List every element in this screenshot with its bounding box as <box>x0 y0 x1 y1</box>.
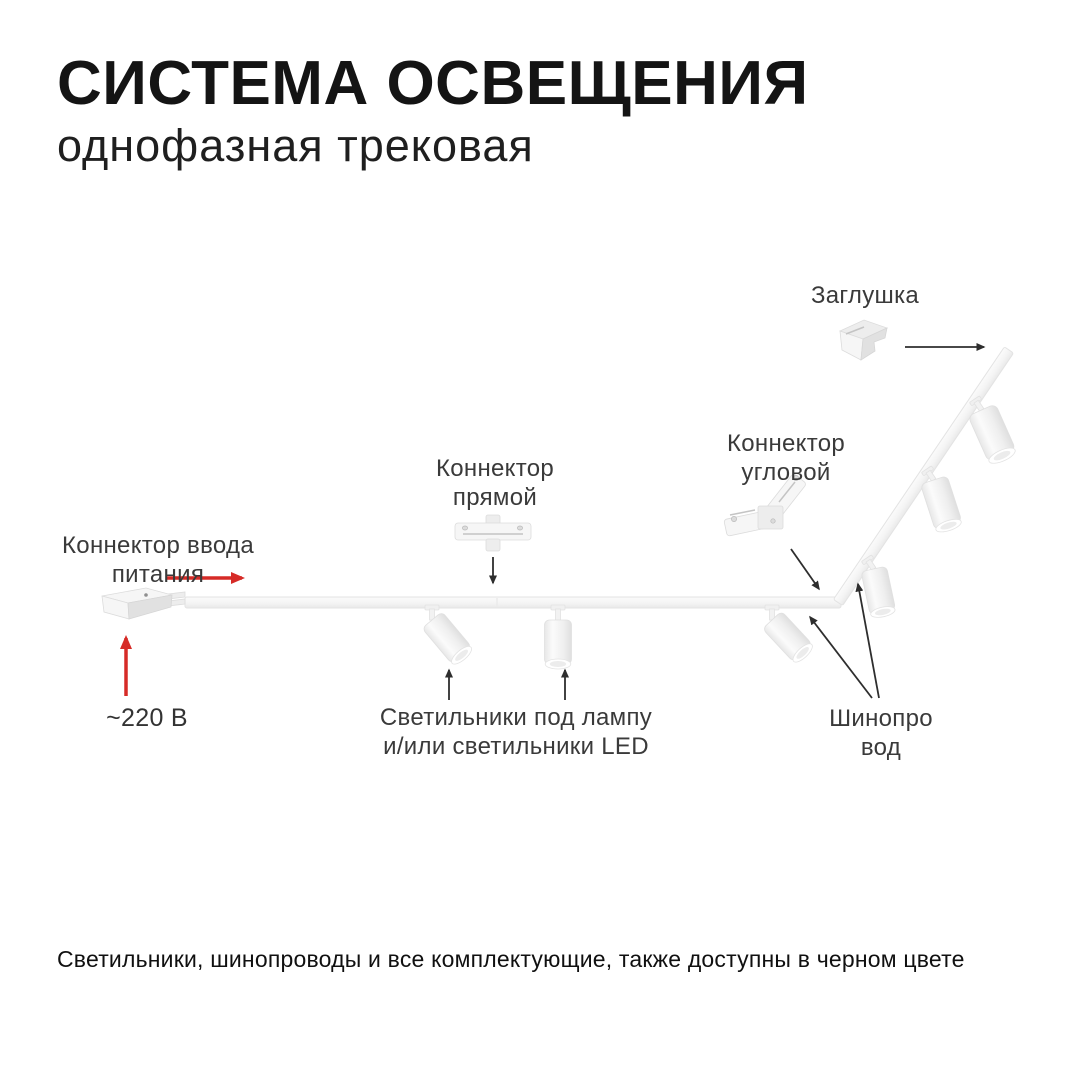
track-arrow-horizontal <box>810 617 872 698</box>
busbar-track-horizontal <box>185 597 841 608</box>
voltage-label: ~220 В <box>106 704 188 732</box>
spotlight-fixture <box>545 605 572 669</box>
corner-connector-label-line2: угловой <box>741 459 831 487</box>
busbar-label-line2: вод <box>860 734 902 762</box>
power-connector-graphic <box>102 588 185 619</box>
footer-note: Светильники, шинопроводы и все комплектующие, также доступны в черном цвете <box>57 946 965 972</box>
spotlight-fixture <box>422 605 475 667</box>
corner-connector-label <box>727 429 845 488</box>
corner-connector-arrow <box>791 549 819 589</box>
page-subtitle: однофазная трековая <box>57 120 534 171</box>
busbar-track-angled <box>833 347 1013 606</box>
power-connector-label-line1: Коннектор ввода <box>62 532 254 559</box>
spotlight-fixture <box>954 391 1026 471</box>
power-connector-label <box>62 531 254 590</box>
spotlight-fixture <box>903 462 975 541</box>
spotlight-fixture <box>762 605 815 665</box>
endcap-label: Заглушка <box>810 282 920 309</box>
page-title: СИСТЕМА ОСВЕЩЕНИЯ <box>57 49 809 118</box>
power-connector-label-line2: питания <box>111 561 205 589</box>
straight-connector-graphic <box>455 515 531 551</box>
straight-connector-label-line2: прямой <box>452 484 538 512</box>
endcap-graphic <box>840 320 887 360</box>
fixtures-label <box>380 703 652 762</box>
fixtures-label-line1: Светильники под лампу <box>379 704 653 731</box>
straight-connector-label <box>436 454 554 513</box>
fixtures-label-line2: и/или светильники LED <box>383 733 649 761</box>
busbar-label-line1: Шинопро <box>829 705 933 732</box>
straight-connector-label-line1: Коннектор <box>435 455 555 482</box>
corner-connector-label-line1: Коннектор <box>726 430 846 457</box>
busbar-label <box>829 704 933 763</box>
